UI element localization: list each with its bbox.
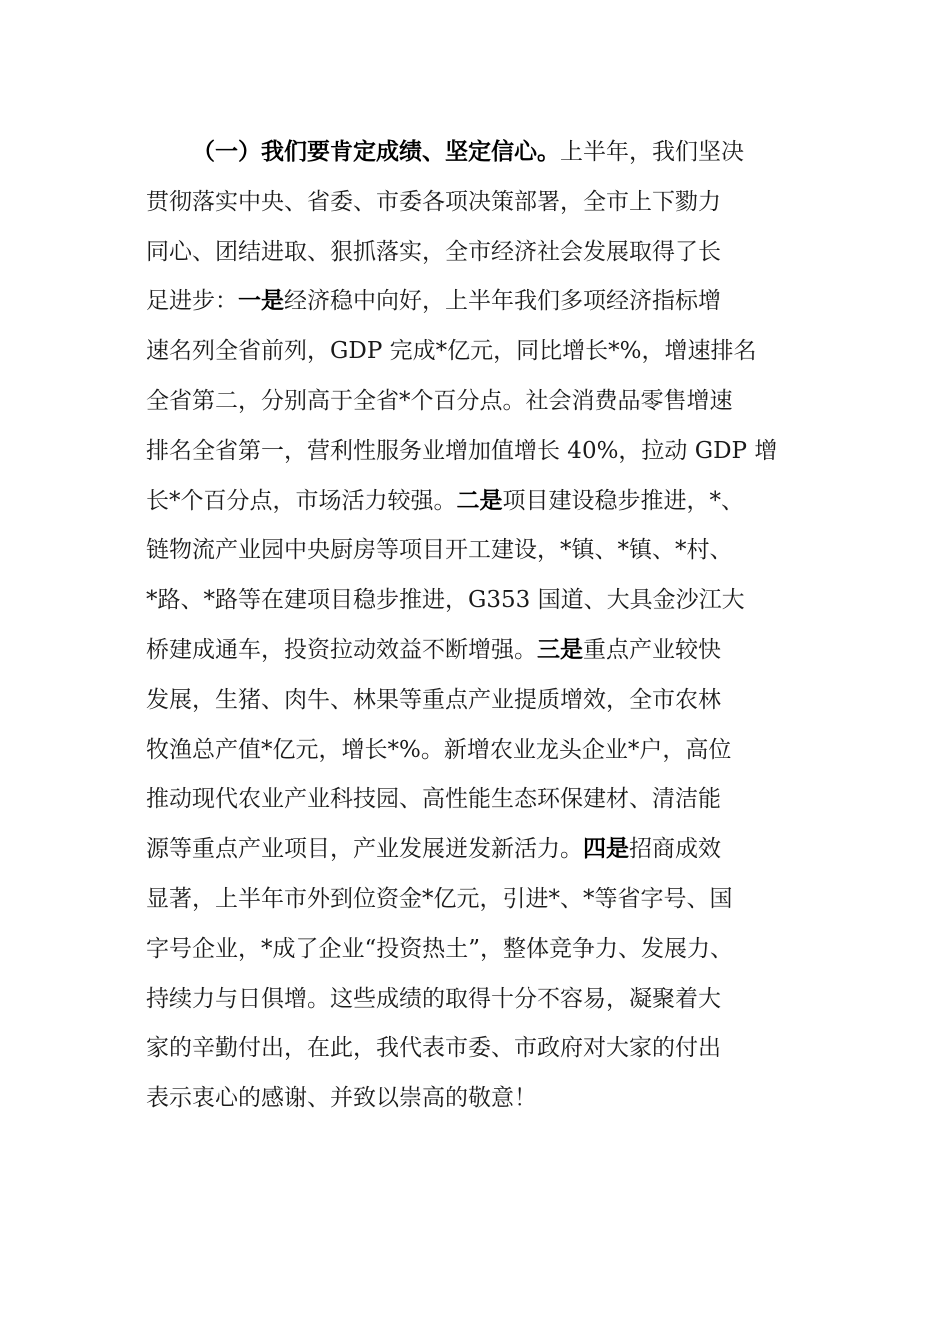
text-segment: 重点产业较快 (583, 637, 721, 663)
bold-text-segment: 二是 (456, 487, 503, 514)
text-line (146, 487, 744, 515)
text-segment: 长*个百分点，市场活力较强。 (146, 488, 457, 514)
text-line (146, 736, 731, 764)
text-segment: 链物流产业园中央厨房等项目开工建设，*镇、*镇、*村、 (146, 537, 733, 563)
text-line (146, 586, 745, 614)
text-line (146, 1084, 537, 1112)
text-line (146, 188, 721, 216)
text-segment: 项目建设稳步推进，*、 (502, 488, 744, 514)
text-line (146, 536, 733, 564)
text-line (146, 985, 721, 1013)
text-segment: 上半年，我们坚决 (560, 139, 744, 165)
text-segment: 牧渔总产值*亿元，增长*%。新增农业龙头企业*户，高位 (146, 737, 732, 763)
bold-text-segment: 三是 (537, 636, 583, 663)
text-line (146, 636, 721, 664)
text-line (192, 138, 744, 166)
text-line (146, 437, 777, 465)
text-segment: 推动现代农业产业科技园、高性能生态环保建材、清洁能 (146, 786, 721, 812)
text-line (146, 337, 756, 365)
text-line (146, 238, 721, 266)
text-segment: 足进步： (146, 288, 238, 314)
text-segment: 持续力与日俱增。这些成绩的取得十分不容易，凝聚着大 (146, 986, 721, 1012)
text-segment: 源等重点产业项目，产业发展迸发新活力。 (146, 836, 583, 862)
text-line (146, 835, 721, 863)
text-line (146, 935, 733, 963)
text-segment: 家的辛勤付出，在此，我代表市委、市政府对大家的付出 (146, 1035, 721, 1061)
text-segment: 排名全省第一，营利性服务业增加值增长 40%，拉动 GDP 增 (146, 438, 778, 464)
text-segment: 桥建成通车，投资拉动效益不断增强。 (146, 637, 537, 663)
text-segment: 发展，生猪、肉牛、林果等重点产业提质增效，全市农林 (146, 687, 721, 713)
text-segment: 经济稳中向好，上半年我们多项经济指标增 (284, 288, 721, 314)
text-segment: 速名列全省前列，GDP 完成*亿元，同比增长*%，增速排名 (146, 338, 757, 364)
text-line (146, 287, 721, 315)
text-segment: 字号企业，*成了企业“投资热土”，整体竞争力、发展力、 (146, 936, 734, 962)
text-line (146, 785, 721, 813)
text-line (146, 1034, 721, 1062)
text-line (146, 885, 733, 913)
text-segment: 表示衷心的感谢、并致以崇高的敬意！ (146, 1085, 537, 1111)
text-segment: 同心、团结进取、狠抓落实，全市经济社会发展取得了长 (146, 239, 721, 265)
bold-text-segment: （一）我们要肯定成绩、坚定信心。 (192, 138, 560, 165)
text-segment: 招商成效 (629, 836, 721, 862)
bold-text-segment: 一是 (238, 287, 284, 314)
text-line (146, 387, 733, 415)
text-segment: 全省第二，分别高于全省*个百分点。社会消费品零售增速 (146, 388, 733, 414)
text-segment: *路、*路等在建项目稳步推进，G353 国道、大具金沙江大 (146, 587, 745, 613)
text-segment: 贯彻落实中央、省委、市委各项决策部署，全市上下勠力 (146, 189, 721, 215)
text-line (146, 686, 721, 714)
bold-text-segment: 四是 (583, 835, 629, 862)
text-segment: 显著，上半年市外到位资金*亿元，引进*、*等省字号、国 (146, 886, 733, 912)
